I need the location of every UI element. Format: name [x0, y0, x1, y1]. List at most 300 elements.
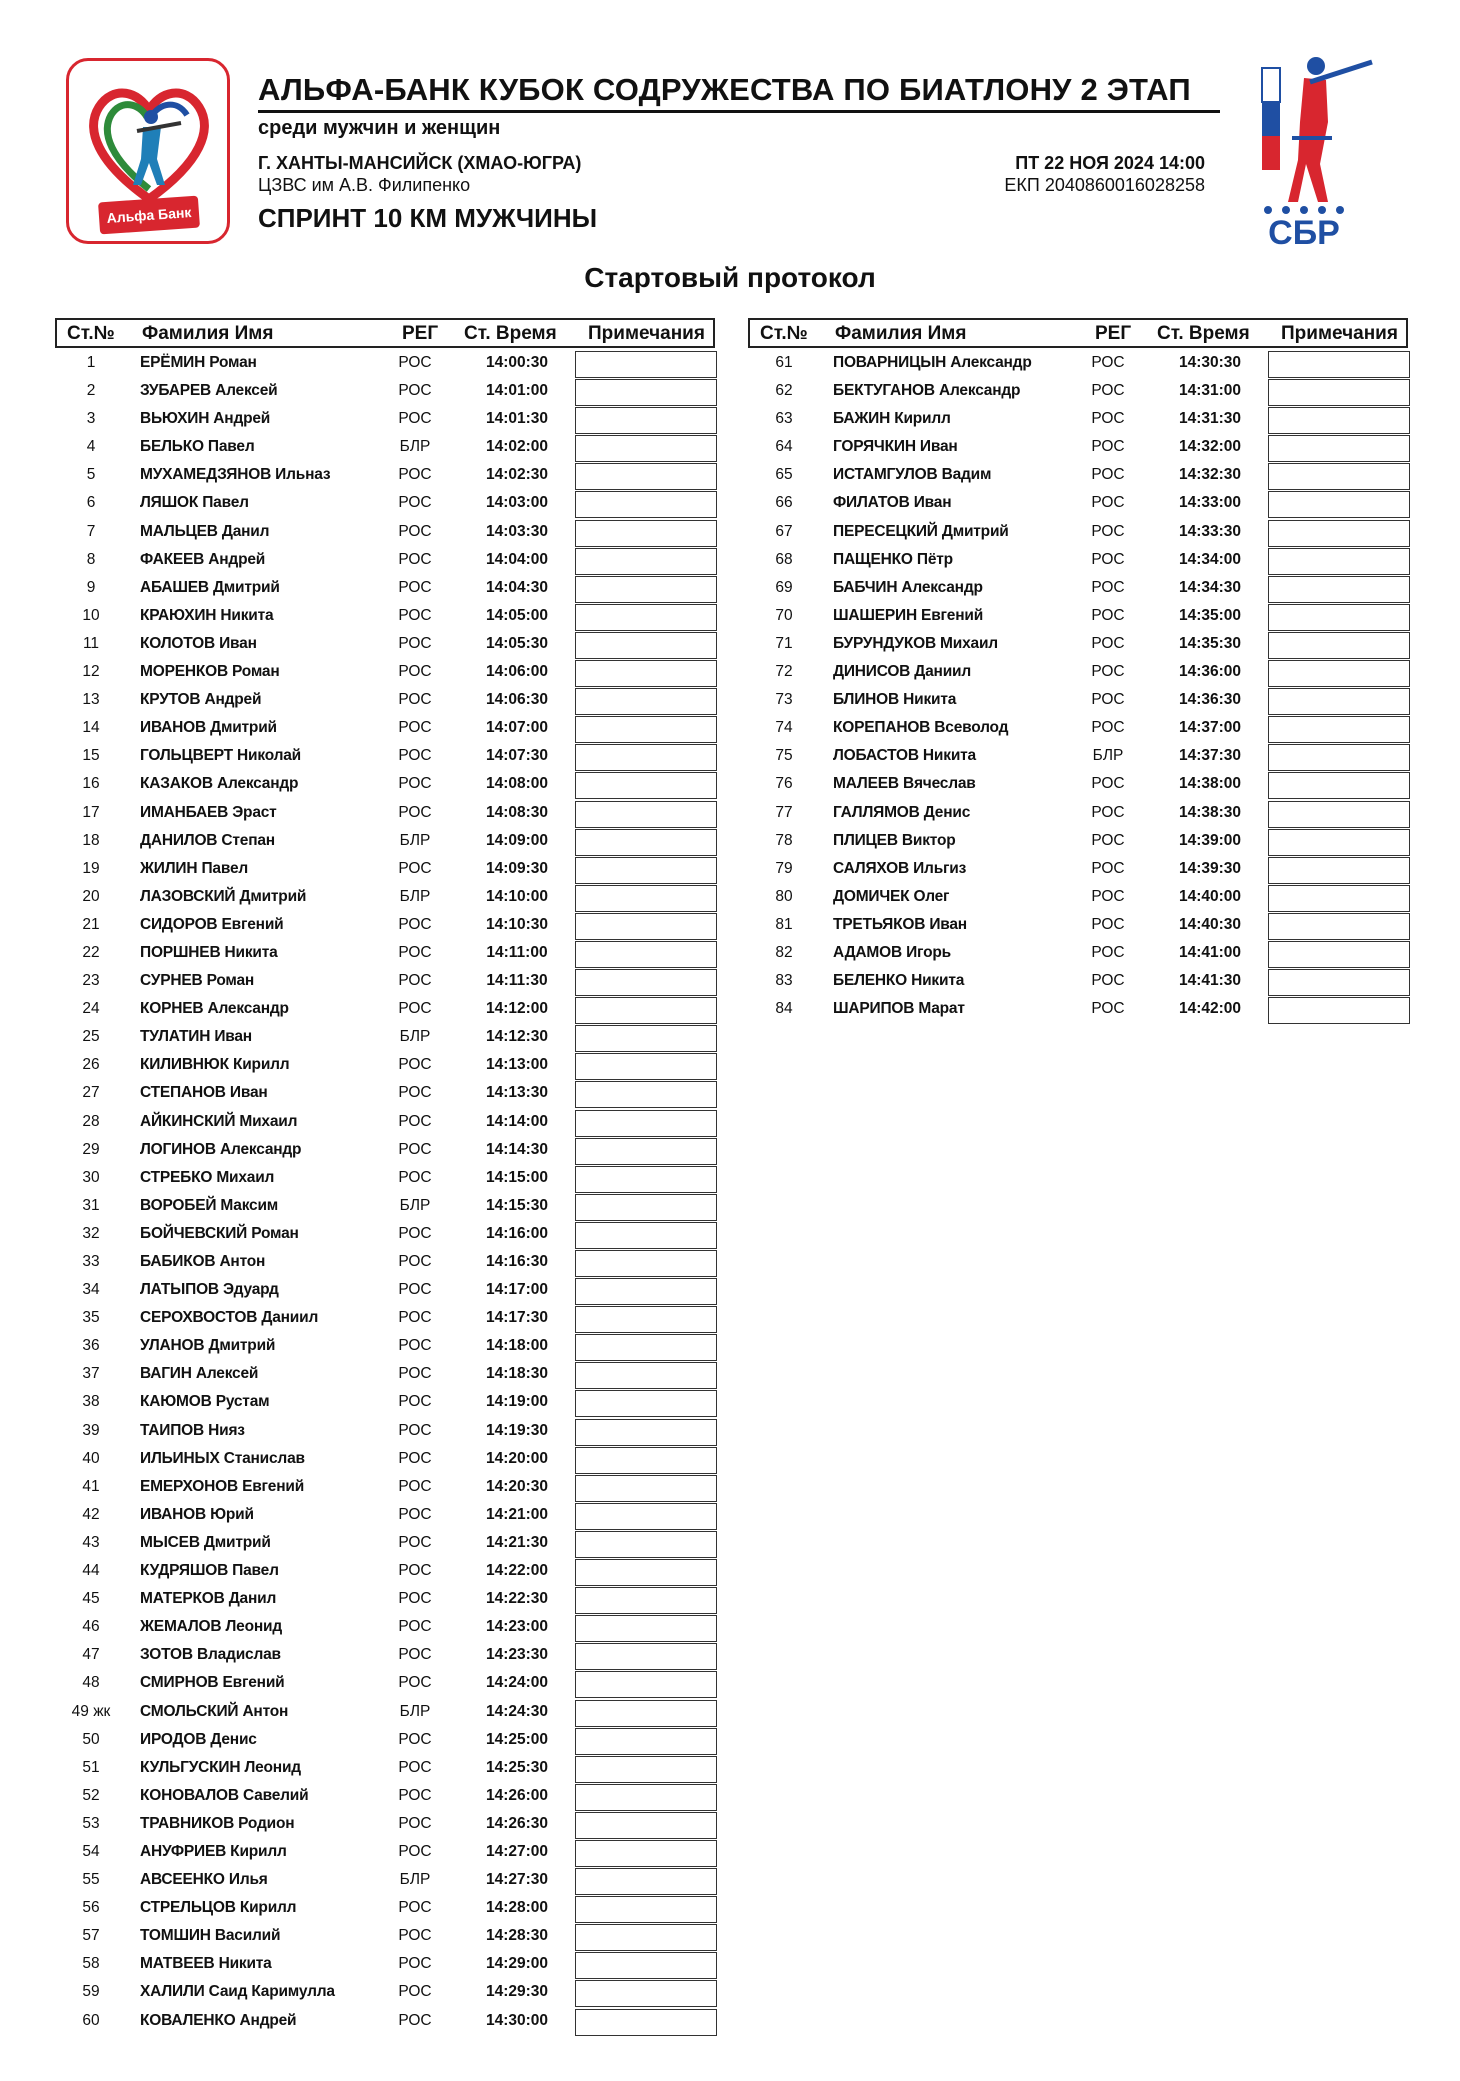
start-time: 14:39:00 — [1178, 831, 1242, 849]
athlete-region: РОС — [398, 1477, 432, 1495]
athlete-name: ИВАНОВ Дмитрий — [140, 719, 277, 737]
start-time: 14:03:30 — [485, 522, 549, 540]
table-header — [55, 318, 715, 348]
athlete-name: ТРАВНИКОВ Родион — [140, 1814, 295, 1832]
table-row — [55, 488, 715, 516]
notes-box — [1268, 379, 1410, 406]
athlete-region: РОС — [398, 775, 432, 793]
start-number: 58 — [82, 1955, 100, 1973]
athlete-name: КУДРЯШОВ Павел — [140, 1562, 279, 1580]
start-time: 14:04:30 — [485, 578, 549, 596]
athlete-name: ИМАНБАЕВ Эраст — [140, 803, 277, 821]
col-notes: Примечания — [1281, 323, 1398, 344]
athlete-region: РОС — [398, 1393, 432, 1411]
start-time: 14:18:00 — [485, 1337, 549, 1355]
table-row — [55, 966, 715, 994]
notes-box — [575, 1447, 717, 1474]
notes-box — [1268, 997, 1410, 1024]
start-number: 32 — [82, 1224, 100, 1242]
event-subtitle: среди мужчин и женщин — [258, 117, 501, 139]
start-number: 71 — [775, 634, 793, 652]
start-number: 26 — [82, 1056, 100, 1074]
notes-box — [575, 1531, 717, 1558]
table-row — [55, 1050, 715, 1078]
table-row — [55, 1303, 715, 1331]
athlete-name: ДАНИЛОВ Степан — [140, 831, 275, 849]
athlete-name: ПОРШНЕВ Никита — [140, 943, 278, 961]
athlete-name: КОНОВАЛОВ Савелий — [140, 1786, 309, 1804]
start-time: 14:42:00 — [1178, 1000, 1242, 1018]
athlete-region: РОС — [398, 1505, 432, 1523]
table-row — [55, 1528, 715, 1556]
start-number: 15 — [82, 747, 100, 765]
start-time: 14:22:00 — [485, 1562, 549, 1580]
table-row — [748, 741, 1408, 769]
table-row — [55, 1725, 715, 1753]
table-row — [748, 769, 1408, 797]
start-number: 62 — [775, 382, 793, 400]
start-number: 22 — [82, 943, 100, 961]
athlete-name: САЛЯХОВ Ильгиз — [833, 859, 967, 877]
start-time: 14:06:00 — [485, 663, 549, 681]
table-row — [55, 685, 715, 713]
start-time: 14:23:00 — [485, 1618, 549, 1636]
notes-box — [575, 435, 717, 462]
table-row — [748, 488, 1408, 516]
start-number: 84 — [775, 1000, 793, 1018]
athlete-name: ТОМШИН Василий — [140, 1927, 281, 1945]
athlete-region: БЛР — [1092, 747, 1124, 765]
table-row — [55, 348, 715, 376]
start-number: 11 — [82, 634, 100, 652]
athlete-name: ВЬЮХИН Андрей — [140, 410, 271, 428]
alfa-bank-logo — [66, 58, 230, 244]
table-row — [55, 1837, 715, 1865]
start-time: 14:21:30 — [485, 1533, 549, 1551]
table-row — [55, 1949, 715, 1977]
start-number: 30 — [82, 1168, 100, 1186]
notes-box — [575, 1587, 717, 1614]
start-number: 70 — [775, 606, 793, 624]
athlete-name: МЫСЕВ Дмитрий — [140, 1533, 271, 1551]
table-row — [55, 404, 715, 432]
start-number: 69 — [775, 578, 793, 596]
event-location: Г. ХАНТЫ-МАНСИЙСК (ХМАО-ЮГРА) — [258, 153, 582, 173]
athlete-name: СЕРОХВОСТОВ Даниил — [140, 1309, 319, 1327]
table-row — [55, 1163, 715, 1191]
table-row — [55, 882, 715, 910]
athlete-name: КРАЮХИН Никита — [140, 606, 274, 624]
event-code: ЕКП 2040860016028258 — [1004, 175, 1205, 195]
start-number: 38 — [82, 1393, 100, 1411]
table-row — [55, 1247, 715, 1275]
notes-box — [575, 576, 717, 603]
start-time: 14:18:30 — [485, 1365, 549, 1383]
table-row — [55, 938, 715, 966]
athlete-region: РОС — [398, 634, 432, 652]
start-time: 14:32:30 — [1178, 466, 1242, 484]
athlete-name: БОЙЧЕВСКИЙ Роман — [140, 1224, 299, 1242]
athlete-name: ХАЛИЛИ Саид Каримулла — [140, 1983, 335, 2001]
notes-box — [575, 1784, 717, 1811]
table-body — [55, 348, 715, 2034]
athlete-region: РОС — [398, 1140, 432, 1158]
athlete-name: КРУТОВ Андрей — [140, 691, 262, 709]
start-time: 14:15:30 — [485, 1196, 549, 1214]
athlete-name: ГАЛЛЯМОВ Денис — [833, 803, 971, 821]
athlete-region: РОС — [398, 915, 432, 933]
start-time: 14:32:00 — [1178, 438, 1242, 456]
start-time: 14:14:00 — [485, 1112, 549, 1130]
athlete-name: ЛОБАСТОВ Никита — [833, 747, 976, 765]
athlete-region: РОС — [398, 972, 432, 990]
athlete-name: ВОРОБЕЙ Максим — [140, 1196, 279, 1214]
athlete-name: ИРОДОВ Денис — [140, 1730, 257, 1748]
notes-box — [1268, 885, 1410, 912]
table-row — [55, 1331, 715, 1359]
table-row — [748, 854, 1408, 882]
start-number: 80 — [775, 887, 793, 905]
athlete-name: МАТВЕЕВ Никита — [140, 1955, 272, 1973]
start-number: 45 — [82, 1590, 100, 1608]
notes-box — [575, 1053, 717, 1080]
notes-box — [1268, 660, 1410, 687]
athlete-region: РОС — [398, 550, 432, 568]
start-number: 74 — [775, 719, 793, 737]
start-number: 27 — [82, 1084, 100, 1102]
athlete-region: РОС — [1091, 943, 1125, 961]
notes-box — [575, 1643, 717, 1670]
start-list-left — [55, 318, 715, 2034]
notes-box — [1268, 548, 1410, 575]
start-number: 25 — [82, 1028, 100, 1046]
athlete-region: РОС — [1091, 382, 1125, 400]
table-row — [55, 826, 715, 854]
athlete-name: СМОЛЬСКИЙ Антон — [140, 1702, 289, 1720]
athlete-name: ИЛЬИНЫХ Станислав — [140, 1449, 305, 1467]
start-time: 14:37:30 — [1178, 747, 1242, 765]
notes-box — [575, 744, 717, 771]
start-number: 8 — [86, 550, 96, 568]
notes-box — [575, 1728, 717, 1755]
start-time: 14:34:00 — [1178, 550, 1242, 568]
athlete-region: РОС — [1091, 1000, 1125, 1018]
col-notes: Примечания — [588, 323, 705, 344]
title-divider — [258, 110, 1220, 113]
athlete-region: РОС — [1091, 972, 1125, 990]
start-time: 14:03:00 — [485, 494, 549, 512]
athlete-region: РОС — [398, 1112, 432, 1130]
athlete-name: ЕМЕРХОНОВ Евгений — [140, 1477, 305, 1495]
athlete-name: АНУФРИЕВ Кирилл — [140, 1842, 287, 1860]
notes-box — [1268, 969, 1410, 996]
start-number: 12 — [82, 663, 100, 681]
athlete-region: РОС — [398, 1842, 432, 1860]
notes-box — [575, 1194, 717, 1221]
table-row — [55, 1359, 715, 1387]
notes-box — [575, 1138, 717, 1165]
notes-box — [1268, 491, 1410, 518]
start-time: 14:09:30 — [485, 859, 549, 877]
athlete-name: МУХАМЕДЗЯНОВ Ильназ — [140, 466, 331, 484]
start-time: 14:25:00 — [485, 1730, 549, 1748]
start-time: 14:21:00 — [485, 1505, 549, 1523]
race-name: СПРИНТ 10 КМ МУЖЧИНЫ — [258, 203, 598, 233]
table-row — [55, 1977, 715, 2005]
athlete-name: КУЛЬГУСКИН Леонид — [140, 1758, 301, 1776]
athlete-region: РОС — [398, 1814, 432, 1832]
start-time: 14:27:30 — [485, 1871, 549, 1889]
start-number: 57 — [82, 1927, 100, 1945]
notes-box — [575, 716, 717, 743]
start-number: 48 — [82, 1674, 100, 1692]
athlete-region: РОС — [398, 1674, 432, 1692]
notes-box — [575, 520, 717, 547]
athlete-name: ТРЕТЬЯКОВ Иван — [833, 915, 967, 933]
athlete-region: РОС — [398, 1927, 432, 1945]
notes-box — [575, 1222, 717, 1249]
table-row — [748, 882, 1408, 910]
table-row — [55, 1387, 715, 1415]
athlete-region: БЛР — [399, 438, 431, 456]
athlete-name: ГОЛЬЦВЕРТ Николай — [140, 747, 301, 765]
notes-box — [575, 1362, 717, 1389]
start-number: 13 — [82, 691, 100, 709]
athlete-name: МОРЕНКОВ Роман — [140, 663, 280, 681]
table-row — [748, 966, 1408, 994]
athlete-name: МАЛЕЕВ Вячеслав — [833, 775, 976, 793]
athlete-region: РОС — [1091, 887, 1125, 905]
table-row — [55, 1640, 715, 1668]
col-name: Фамилия Имя — [835, 323, 967, 344]
start-time: 14:16:30 — [485, 1253, 549, 1270]
table-row — [55, 1022, 715, 1050]
start-time: 14:31:30 — [1178, 410, 1242, 428]
svg-text:Альфа Банк: Альфа Банк — [106, 204, 192, 226]
start-time: 14:31:00 — [1178, 382, 1242, 400]
start-number: 33 — [82, 1253, 100, 1270]
athlete-region: РОС — [398, 1562, 432, 1580]
start-number: 60 — [82, 2011, 100, 2029]
start-time: 14:33:00 — [1178, 494, 1242, 512]
table-row — [55, 1753, 715, 1781]
table-row — [55, 994, 715, 1022]
athlete-region: РОС — [398, 747, 432, 765]
notes-box — [575, 1250, 717, 1277]
start-number: 41 — [82, 1477, 100, 1495]
start-time: 14:06:30 — [485, 691, 549, 709]
table-row — [55, 1219, 715, 1247]
start-number: 73 — [775, 691, 793, 709]
notes-box — [575, 801, 717, 828]
athlete-region: РОС — [398, 1281, 432, 1299]
start-time: 14:01:30 — [485, 410, 549, 428]
table-row — [55, 854, 715, 882]
start-number: 35 — [82, 1309, 100, 1327]
notes-box — [575, 997, 717, 1024]
athlete-name: ШАШЕРИН Евгений — [833, 606, 984, 624]
athlete-region: РОС — [398, 1253, 432, 1270]
notes-box — [1268, 829, 1410, 856]
athlete-name: БАЖИН Кирилл — [833, 410, 951, 428]
notes-box — [1268, 772, 1410, 799]
athlete-region: РОС — [1091, 578, 1125, 596]
athlete-region: РОС — [1091, 663, 1125, 681]
table-row — [748, 629, 1408, 657]
athlete-region: РОС — [398, 1337, 432, 1355]
start-number: 81 — [775, 915, 793, 933]
notes-box — [1268, 744, 1410, 771]
athlete-name: ДОМИЧЕК Олег — [833, 887, 950, 905]
start-time: 14:02:00 — [485, 438, 549, 456]
start-number: 79 — [775, 859, 793, 877]
notes-box — [575, 1952, 717, 1979]
start-number: 34 — [82, 1281, 100, 1299]
start-number: 75 — [775, 747, 793, 765]
start-time: 14:02:30 — [485, 466, 549, 484]
athlete-name: ШАРИПОВ Марат — [833, 1000, 965, 1018]
notes-box — [1268, 913, 1410, 940]
start-time: 14:28:00 — [485, 1899, 549, 1917]
start-time: 14:35:30 — [1178, 634, 1242, 652]
athlete-region: РОС — [398, 410, 432, 428]
notes-box — [575, 913, 717, 940]
athlete-region: РОС — [398, 1533, 432, 1551]
start-time: 14:05:00 — [485, 606, 549, 624]
start-time: 14:16:00 — [485, 1224, 549, 1242]
athlete-name: БАБИКОВ Антон — [140, 1253, 266, 1270]
notes-box — [575, 688, 717, 715]
col-name: Фамилия Имя — [142, 323, 274, 344]
athlete-name: КАЮМОВ Рустам — [140, 1393, 270, 1411]
athlete-region: БЛР — [399, 1196, 431, 1214]
table-row — [55, 1921, 715, 1949]
start-time: 14:10:00 — [485, 887, 549, 905]
start-number: 31 — [82, 1196, 100, 1214]
notes-box — [575, 857, 717, 884]
start-time: 14:08:30 — [485, 803, 549, 821]
start-number: 44 — [82, 1562, 100, 1580]
start-number: 24 — [82, 1000, 100, 1018]
table-row — [55, 376, 715, 404]
table-row — [55, 629, 715, 657]
athlete-region: БЛР — [399, 831, 431, 849]
start-number: 72 — [775, 663, 793, 681]
notes-box — [575, 1503, 717, 1530]
athlete-region: РОС — [1091, 354, 1125, 371]
col-start-no: Ст.№ — [67, 323, 115, 344]
notes-box — [575, 1110, 717, 1137]
athlete-region: БЛР — [399, 1871, 431, 1889]
table-row — [55, 1416, 715, 1444]
start-time: 14:41:00 — [1178, 943, 1242, 961]
notes-box — [575, 407, 717, 434]
start-time: 14:38:00 — [1178, 775, 1242, 793]
start-number: 53 — [82, 1814, 100, 1832]
athlete-region: РОС — [1091, 494, 1125, 512]
athlete-name: ФАКЕЕВ Андрей — [140, 550, 266, 568]
athlete-region: БЛР — [399, 1702, 431, 1720]
notes-box — [575, 1390, 717, 1417]
athlete-region: БЛР — [399, 887, 431, 905]
table-row — [55, 1191, 715, 1219]
start-number: 49 жк — [71, 1702, 111, 1720]
table-header — [748, 318, 1408, 348]
notes-box — [1268, 576, 1410, 603]
start-time: 14:30:00 — [485, 2011, 549, 2029]
athlete-region: РОС — [398, 1618, 432, 1636]
athlete-region: РОС — [1091, 466, 1125, 484]
start-number: 28 — [82, 1112, 100, 1130]
athlete-region: РОС — [398, 803, 432, 821]
athlete-name: ЖЕМАЛОВ Леонид — [140, 1618, 282, 1636]
start-time: 14:11:00 — [486, 943, 548, 961]
table-row — [748, 404, 1408, 432]
sbr-logo — [1254, 52, 1384, 248]
start-time: 14:36:30 — [1178, 691, 1242, 709]
col-region: РЕГ — [1095, 323, 1132, 344]
notes-box — [575, 351, 717, 378]
athlete-region: РОС — [1091, 550, 1125, 568]
athlete-name: ГОРЯЧКИН Иван — [833, 438, 958, 456]
athlete-region: РОС — [398, 578, 432, 596]
table-row — [748, 657, 1408, 685]
table-row — [748, 376, 1408, 404]
start-time: 14:13:30 — [485, 1084, 549, 1102]
start-time: 14:26:30 — [485, 1814, 549, 1832]
start-number: 56 — [82, 1899, 100, 1917]
athlete-name: СТРЕЛЬЦОВ Кирилл — [140, 1899, 297, 1917]
biathlete-shooter-emblem — [1254, 52, 1384, 248]
notes-box — [575, 1419, 717, 1446]
start-time: 14:04:00 — [485, 550, 549, 568]
start-number: 46 — [82, 1618, 100, 1636]
athlete-name: ЗОТОВ Владислав — [140, 1646, 281, 1664]
athlete-name: КОВАЛЕНКО Андрей — [140, 2011, 297, 2029]
col-region: РЕГ — [402, 323, 439, 344]
start-number: 66 — [775, 494, 793, 512]
start-time: 14:11:30 — [486, 972, 548, 990]
start-time: 14:37:00 — [1178, 719, 1242, 737]
table-row — [55, 1668, 715, 1696]
notes-box — [1268, 801, 1410, 828]
start-time: 14:41:30 — [1178, 972, 1242, 990]
start-time: 14:24:00 — [485, 1674, 549, 1692]
document-header — [0, 0, 1460, 293]
athlete-region: РОС — [1091, 691, 1125, 709]
athlete-region: РОС — [398, 1365, 432, 1383]
athlete-name: КОЛОТОВ Иван — [140, 634, 257, 652]
table-row — [748, 938, 1408, 966]
start-time: 14:35:00 — [1178, 606, 1242, 624]
notes-box — [575, 1025, 717, 1052]
start-time: 14:24:30 — [485, 1702, 549, 1720]
notes-box — [575, 379, 717, 406]
start-number: 29 — [82, 1140, 100, 1158]
table-row — [55, 545, 715, 573]
notes-box — [1268, 435, 1410, 462]
athlete-name: КОРНЕВ Александр — [140, 1000, 289, 1018]
start-number: 23 — [82, 972, 100, 990]
athlete-region: РОС — [1091, 410, 1125, 428]
table-row — [55, 713, 715, 741]
start-number: 3 — [86, 410, 96, 428]
start-number: 40 — [82, 1449, 100, 1467]
athlete-region: РОС — [398, 1000, 432, 1018]
athlete-name: СМИРНОВ Евгений — [140, 1674, 285, 1692]
start-number: 68 — [775, 550, 793, 568]
event-date: ПТ 22 НОЯ 2024 14:00 — [1015, 153, 1205, 173]
